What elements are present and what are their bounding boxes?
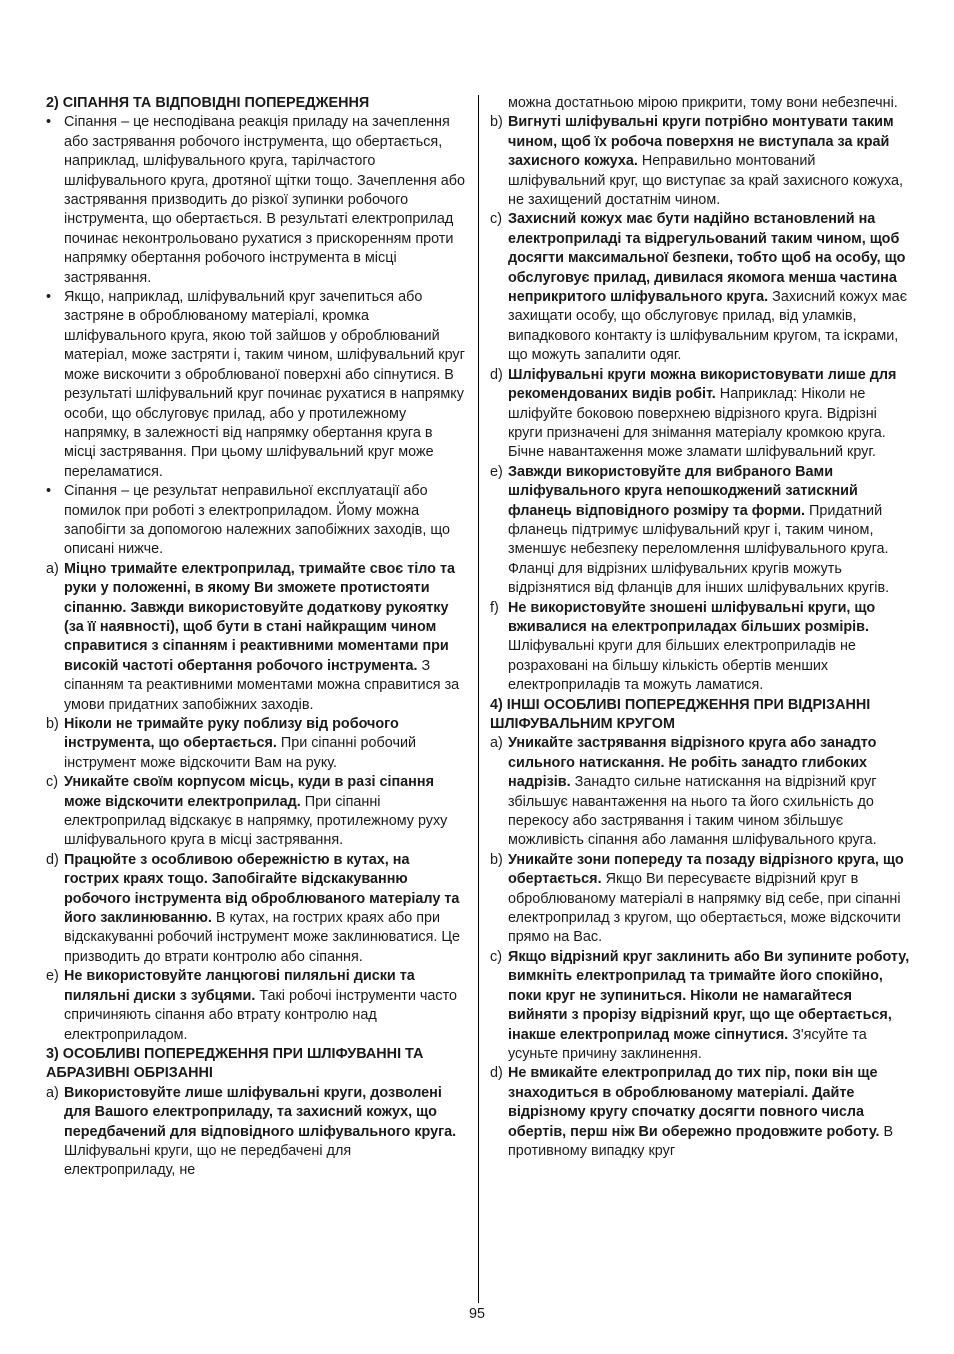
- item-bold-text: Не використовуйте ланцюгові пиляльні диски та пиляльні диски з зубцями.: [64, 968, 415, 1004]
- item-bold-text: Уникайте зони попереду та позаду відрізного круга, що обертається.: [508, 851, 904, 888]
- item-text: Такі робочі інструменти часто спричиняють сіпання або втрату контролю над електроприладом.: [64, 987, 458, 1043]
- item-marker: c): [490, 948, 502, 965]
- item-text: Якщо Ви пересуваєте відрізний круг в оброблюваному матеріалі в напрямку від себе, при сіпанні електроприлад з кругом, що обертається, може відскочити прямо на Вас.: [508, 871, 901, 946]
- item-text: Шліфувальні круги, що не передбачені для електроприладу, не: [64, 1142, 352, 1179]
- section-2-heading: 2) СІПАННЯ ТА ВІДПОВІДНІ ПОПЕРЕДЖЕННЯ: [46, 95, 370, 111]
- list-item-2c: [46, 773, 466, 851]
- item-bold-text: Уникайте своїм корпусом місць, куди в разі сіпання може відскочити електроприлад.: [64, 774, 434, 810]
- item-marker: c): [46, 774, 58, 791]
- list-item-3c: [490, 210, 914, 365]
- section-4-heading: 4) ІНШІ ОСОБЛИВІ ПОПЕРЕДЖЕННЯ ПРИ ВІДРІЗАННІ ШЛІФУВАЛЬНИМ КРУГОМ: [490, 696, 871, 732]
- item-marker: d): [490, 366, 503, 383]
- item-bold-text: Завжди використовуйте для вибраного Вами шліфувального круга непошкоджений затискний фланець відповідного розміру та форми.: [508, 463, 858, 519]
- list-item-4a: [490, 734, 914, 850]
- item-text: Наприклад: Ніколи не шліфуйте боковою поверхнею відрізного круга. Відрізні круги призначені для знімання матеріалу кромкою круга. Бічне навантаження може зламати шліфувальний круг.: [508, 386, 886, 461]
- bullet-icon: •: [46, 483, 52, 500]
- bullet-text: Якщо, наприклад, шліфувальний круг зачепиться або застряне в оброблюваному матеріалі, кромка шліфувального круга, якою той зайшов у оброблюваний матеріал, може застряти і, таким чином, шліфувальний круг може вискочити з оброблюваної поверхні або сіпнутися. В результаті шліфувальний круг починає рухатися в напрямку особи, що обслуговує прилад, або у протилежному напрямку, в залежності від напрямку обертання круга в місці застрявання. При цьому шліфувальний круг може переламатися.: [64, 289, 465, 480]
- item-bold-text: Захисний кожух має бути надійно встановлений на електроприладі та відрегульований таким чином, щоб досягти максимальної безпеки, тобто щоб на особу, що обслуговує прилад, дивилася якомога менша частина неприкритого шліфувального круга.: [508, 211, 906, 306]
- bullet-icon: •: [46, 114, 52, 131]
- item-bold-text: Шліфувальні круги можна використовувати лише для рекомендованих видів робіт.: [508, 366, 897, 403]
- item-bold-text: Використовуйте лише шліфувальні круги, дозволені для Вашого електроприладу, та захисний кожух, що передбачений для відповідного шліфувального круга.: [64, 1084, 457, 1140]
- item-text: При сіпанні електроприлад відскакує в напрямку, протилежному руху шліфувального круга в місці застрявання.: [64, 793, 448, 849]
- item-bold-text: Міцно тримайте електроприлад, тримайте своє тіло та руки у положенні, в якому Ви зможете протистояти сіпанню. Завжди використовуйте додаткову рукоятку (за її наявності), щоб бути в стані найкращим чином справитися з сіпанням і реактивними моментами при високій частоті обертання робочого інструмента.: [64, 560, 456, 674]
- bullet-text: Сіпання – це несподівана реакція приладу на зачеплення або застрявання робочого інструмента, що обертається, наприклад, шліфувального круга, тарілчастого шліфувального круга, дротяної щітки тощо. Зачеплення або застрявання призводить до різкої зупинки робочого інструмента, що обертається. В результаті електроприлад починає неконтрольовано рухатися з прискоренням проти напрямку обертання робочого інструмента в місці застрявання.: [64, 114, 466, 286]
- item-marker: d): [46, 851, 59, 868]
- item-marker: b): [490, 114, 503, 131]
- list-item-3b: [490, 113, 914, 210]
- list-item-3a: [46, 1084, 466, 1181]
- item-text: Захисний кожух має захищати особу, що обслуговує прилад, від уламків, випадкового контакту із шліфувальним кругом, та іскрами, що можуть запалити одяг.: [508, 289, 908, 364]
- item-bold-text: Не вмикайте електроприлад до тих пір, поки він ще знаходиться в оброблюваному матеріалі. Дайте відрізному кругу спочатку досягти повного числа обертів, перш ніж Ви обережно продовжите роботу.: [508, 1065, 880, 1140]
- item-marker: e): [46, 968, 59, 985]
- item-bold-text: Якщо відрізний круг заклинить або Ви зупините роботу, вимкніть електроприлад та тримайте його спокійно, поки круг не зупиниться. Ніколи не намагайтеся вийняти з прорізу відрізний круг, що ще обертається, інакше електроприлад може сіпнутися.: [508, 948, 910, 1043]
- bullet-icon: •: [46, 289, 52, 306]
- list-item-2a: [46, 560, 466, 715]
- column-divider: [478, 95, 479, 1303]
- bullet-text: Сіпання – це результат неправильної експлуатації або помилок при роботі з електроприладом. Йому можна запобігти за допомогою належних запобіжних заходів, що описані нижче.: [64, 483, 451, 558]
- left-column: [46, 94, 466, 1181]
- item-text: При сіпанні робочий інструмент може відскочити Вам на руку.: [64, 735, 417, 771]
- item-bold-text: Не використовуйте зношені шліфувальні круги, що вживалися на електроприладах більших розмірів.: [508, 599, 876, 635]
- item-bold-text: Вигнуті шліфувальні круги потрібно монтувати таким чином, щоб їх робоча поверхня не виступала за край захисного кожуха.: [508, 114, 894, 170]
- item-marker: e): [490, 463, 503, 480]
- item-marker: b): [490, 851, 503, 868]
- item-text: Занадто сильне натискання на відрізний круг збільшує навантаження на нього та його схильність до перекосу або застрявання і таким чином збільшує можливість сіпання або ламання шліфувального круга.: [508, 774, 877, 849]
- item-marker: a): [46, 560, 59, 577]
- list-item-2e: [46, 967, 466, 1045]
- item-text: Шліфувальні круги для більших електроприладів не розраховані на більшу кількість обертів менших електроприладів та можуть ламатися.: [508, 638, 856, 694]
- item-text: З сіпанням та реактивними моментами можна справитися за умови придатних запобіжних заходів.: [64, 657, 460, 713]
- list-item-2d: [46, 851, 466, 967]
- bullet-item: [46, 482, 466, 560]
- item-marker: a): [46, 1084, 59, 1101]
- bullet-item: [46, 113, 466, 288]
- page-number: 95: [468, 1306, 485, 1322]
- item-marker: f): [490, 599, 499, 616]
- item-marker: c): [490, 211, 502, 228]
- item-text: Придатний фланець підтримує шліфувальний круг і, таким чином, зменшує небезпеку переломлення шліфувального круга. Фланці для відрізних шліфувальних кругів можуть відрізнятися від фланців для інших шліфувальних кругів.: [508, 502, 890, 597]
- item-marker: d): [490, 1065, 503, 1082]
- list-item-3e: [490, 463, 914, 599]
- item-bold-text: Уникайте застрявання відрізного круга або занадто сильного натискання. Не робіть занадто глибоких надрізів.: [508, 735, 877, 791]
- right-column: [490, 94, 914, 1161]
- item-text: Неправильно монтований шліфувальний круг, що виступає за край захисного кожуха, не захищений достатнім чином.: [508, 153, 904, 209]
- item-marker: a): [490, 735, 503, 752]
- continuation-text: можна достатньою мірою прикрити, тому вони небезпечні.: [508, 95, 898, 111]
- list-item-4d: [490, 1064, 914, 1161]
- item-text: В кутах, на гострих краях або при відскакуванні робочий інструмент може заклинюватися. Це призводить до втрати контролю або сіпання.: [64, 910, 461, 965]
- list-item-4b: [490, 851, 914, 948]
- item-text: В противному випадку круг: [508, 1123, 894, 1159]
- bullet-item: [46, 288, 466, 482]
- item-text: З'ясуйте та усуньте причину заклинення.: [508, 1026, 867, 1062]
- list-item-4c: [490, 948, 914, 1064]
- item-bold-text: Ніколи не тримайте руку поблизу від робочого інструмента, що обертається.: [64, 716, 399, 752]
- list-item-2b: [46, 715, 466, 773]
- section-3-heading: 3) ОСОБЛИВІ ПОПЕРЕДЖЕННЯ ПРИ ШЛІФУВАННІ ТА АБРАЗИВНІ ОБРІЗАННІ: [46, 1045, 424, 1082]
- list-item-3d: [490, 366, 914, 463]
- item-marker: b): [46, 716, 59, 732]
- list-item-3f: [490, 599, 914, 696]
- item-bold-text: Працюйте з особливою обережністю в кутах, на гострих краях тощо. Запобігайте відскакуванню робочого інструмента від оброблюваного матеріалу та його заклинюванню.: [64, 851, 460, 927]
